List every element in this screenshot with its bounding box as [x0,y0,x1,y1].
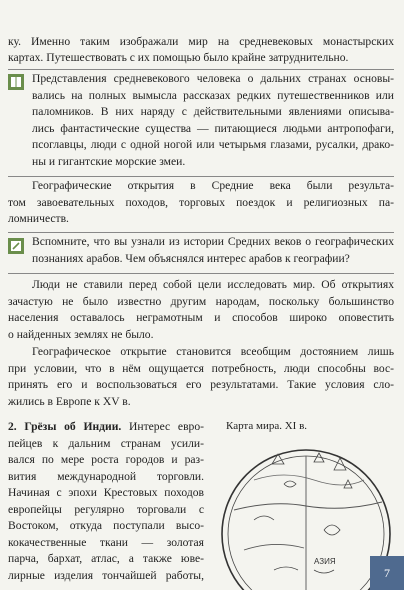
box1-line: паломников. В них наряду с действительными явлениями описыва- [32,105,394,118]
discoveries-line: том завоевательных походов, торговых поездок и религиозных па- [8,195,394,209]
box1-bottom-rule [8,176,394,177]
people-line: зачастую не было известно другим народам, поскольку большинство [8,294,394,308]
book-icon [8,74,24,90]
box1-line: ны и гигантские морские змеи. [32,154,186,168]
box2-bottom-rule [8,273,394,274]
section2-line-1 [8,419,204,436]
page-number: 7 [370,556,404,590]
box1-line: псоглавцы, люди с одной ногой или четырьмя глазами, русалки, драко- [32,138,394,151]
discoveries-line: Географические открытия в Средние века были результа- [32,179,394,192]
section2-line: европейцы регулярно торговали с [8,502,204,516]
map-drawings [254,453,352,573]
discoveries-line: ломничеств. [8,212,69,225]
question-pencil-icon [8,238,24,254]
intro-line-1: ку. Именно таким изображали мир на средневековых монастырских [8,35,394,48]
box2-line: познаниях арабов. Чем объяснялся интерес арабов к географии? [32,251,350,265]
people-line: о найденных землях не было. [8,327,154,341]
section2-line: пейцев к дальним странам усили- [8,436,204,450]
geo-line: Географическое открытие становится всеобщим достоянием лишь [32,345,394,358]
people-line: населения оставалось неграмотным и способов широко оповестить [8,311,394,324]
geo-line: принять его и воспользоваться его результатами. Такие условия сло- [8,378,394,391]
section2-line: кокачественные ткани — золотая [8,535,204,549]
world-map-illustration [214,440,394,590]
people-line: Люди не ставили перед собой цели исследовать мир. Об открытиях [32,278,394,291]
section2-line: лирные изделия тончайшей работы, [8,568,204,582]
box1-top-rule [8,69,394,70]
geo-line: при условии, что в нём ощущается потребность, люди способны вос- [8,361,394,375]
box1-line: лись фантастические существа — питающиеся людьми антропофаги, [32,121,394,135]
box2-top-rule [8,232,394,233]
map-caption: Карта мира. XI в. [226,420,308,432]
geo-line: жились в Европе к XV в. [8,394,131,408]
box1-line: вались на полных вымысла рассказах редких путешественников или [32,88,394,102]
section2-line-1-text: Интерес евро- [121,420,204,433]
intro-line-2: картах. Путешествовать с их помощью было крайне затруднительно. [8,51,349,64]
section2-title: 2. Грёзы об Индии. [8,420,122,433]
box1-line: Представления средневекового человека о дальних странах основы- [32,72,394,85]
section2-line: парча, бархат, атлас, а также юве- [8,552,204,565]
map-label-asia: АЗИЯ [314,557,336,566]
box2-line: Вспомните, что вы узнали из истории Средних веков о географических [32,235,394,248]
section2-line: Начиная с эпохи Крестовых походов [8,486,204,499]
section2-line: вития международной торговли. [8,469,204,483]
section2-line: вался по мере роста городов и раз- [8,453,204,466]
section2-line: Востоком, откуда поступали высо- [8,519,204,532]
